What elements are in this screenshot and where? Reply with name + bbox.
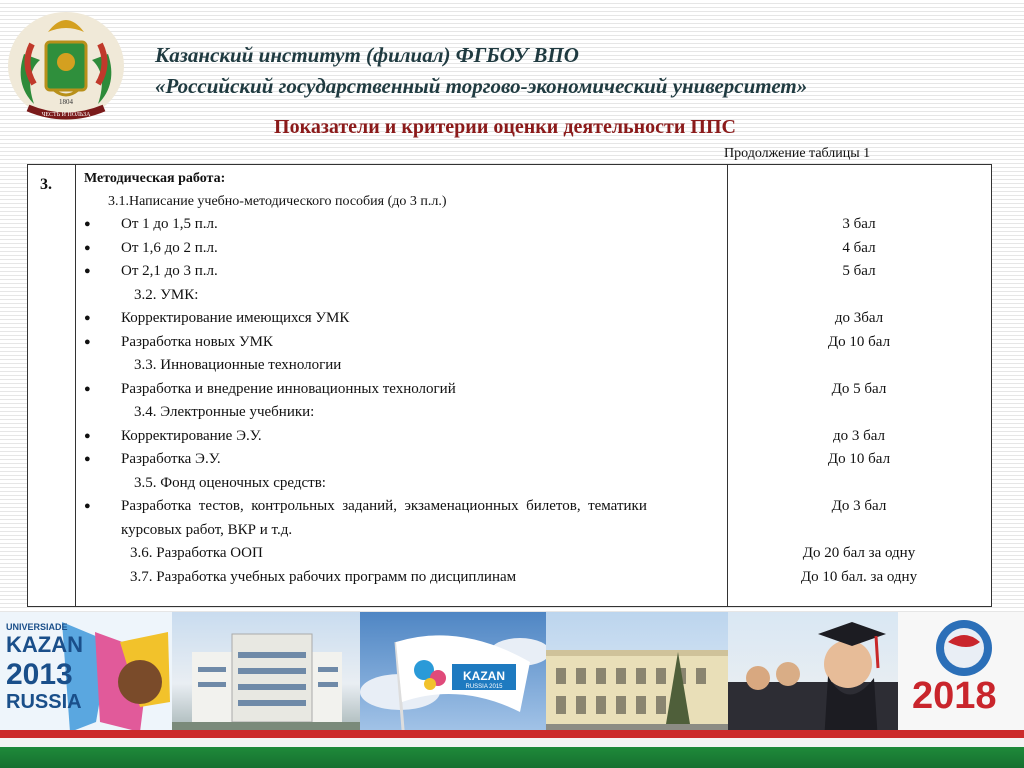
table-row (28, 260, 991, 284)
section-heading: Методическая работа: (84, 171, 226, 186)
row-score: До 10 бал (827, 334, 891, 350)
subsection-heading: 3.4. Электронные учебники: (134, 404, 315, 420)
subsection-heading: 3.3. Инновационные технологии (134, 357, 342, 373)
subsection-heading: 3.6. Разработка ООП (130, 545, 263, 561)
row-text: Корректирование имеющихся УМК (121, 310, 350, 326)
table-row (28, 284, 991, 308)
bullet-icon: ● (84, 383, 91, 395)
historic-building-photo (546, 612, 728, 742)
row-score: 3 бал (842, 216, 876, 232)
kazan-flag-photo (360, 612, 546, 742)
subsection-heading: 3.7. Разработка учебных рабочих программ по дисциплинам (130, 569, 517, 585)
row-score: До 3 бал (831, 498, 887, 514)
table-row (28, 519, 991, 543)
row-score: До 5 бал (831, 381, 887, 397)
table-row (28, 378, 991, 402)
criteria-table (27, 164, 992, 607)
row-text: Разработка Э.У. (121, 451, 221, 467)
table-row (28, 448, 991, 472)
row-text: 3.1.Написание учебно-методического пособия (до 3 п.л.) (108, 194, 447, 209)
bullet-icon: ● (84, 453, 91, 465)
row-text: От 1,6 до 2 п.л. (121, 240, 218, 256)
svg-text:2018: 2018 (912, 675, 997, 717)
row-score: До 10 бал (827, 451, 891, 467)
table-row (28, 542, 991, 566)
row-text: От 1 до 1,5 п.л. (121, 216, 218, 232)
row-score: До 20 бал за одну (802, 545, 916, 561)
svg-text:KAZAN: KAZAN (463, 669, 505, 683)
svg-text:KAZAN: KAZAN (6, 632, 83, 657)
institute-line-1: Казанский институт (филиал) ФГБОУ ВПО (155, 43, 579, 67)
coat-of-arms-emblem (4, 4, 128, 122)
world-cup-2018-logo (898, 612, 1024, 742)
row-text: От 2,1 до 3 п.л. (121, 263, 218, 279)
row-score: 5 бал (842, 263, 876, 279)
row-score: До 10 бал. за одну (800, 569, 918, 585)
row-text: Разработка тестов, контрольных заданий, экзаменационных билетов, тематики (121, 498, 647, 514)
bullet-icon: ● (84, 218, 91, 230)
table-continuation-note: Продолжение таблицы 1 (724, 146, 871, 161)
table-row (28, 167, 991, 191)
footer-green-stripe (0, 747, 1024, 768)
row-score: до 3бал (834, 310, 884, 326)
bullet-icon: ● (84, 430, 91, 442)
subsection-heading: 3.5. Фонд оценочных средств: (134, 475, 326, 491)
bullet-icon: ● (84, 500, 91, 512)
table-row (28, 237, 991, 261)
bullet-icon: ● (84, 312, 91, 324)
svg-text:1804: 1804 (59, 98, 73, 106)
row-text: Разработка новых УМК (121, 334, 273, 350)
institute-line-2: «Российский государственный торгово-экономический университет» (155, 74, 808, 98)
svg-text:ЧЕСТЬ И ПОЛЬЗА: ЧЕСТЬ И ПОЛЬЗА (41, 112, 91, 118)
subsection-heading: 3.2. УМК: (134, 287, 199, 303)
svg-text:RUSSIA: RUSSIA (6, 691, 82, 713)
bullet-icon: ● (84, 265, 91, 277)
institute-building-photo (172, 612, 360, 742)
row-text: Разработка и внедрение инновационных технологий (121, 381, 456, 397)
table-row (28, 425, 991, 449)
table-row (28, 190, 991, 214)
page-title: Показатели и критерии оценки деятельности ППС (274, 116, 736, 138)
bullet-icon: ● (84, 336, 91, 348)
svg-text:2013: 2013 (6, 658, 73, 691)
table-row (28, 213, 991, 237)
row-text-continuation: курсовых работ, ВКР и т.д. (121, 522, 293, 538)
table-row (28, 307, 991, 331)
bullet-icon: ● (84, 242, 91, 254)
row-score: до 3 бал (832, 428, 886, 444)
graduates-photo (728, 612, 898, 742)
svg-text:RUSSIA 2015: RUSSIA 2015 (465, 684, 503, 690)
table-row (28, 472, 991, 496)
institute-name (155, 40, 807, 102)
table-row (28, 401, 991, 425)
table-row (28, 331, 991, 355)
footer-white-stripe (0, 738, 1024, 747)
table-row (28, 495, 991, 519)
footer-red-stripe (0, 730, 1024, 738)
svg-text:UNIVERSIADE: UNIVERSIADE (6, 622, 68, 632)
footer-photo-strip (0, 612, 1024, 742)
table-row (28, 566, 991, 590)
row-score: 4 бал (842, 240, 876, 256)
section-number: 3. (40, 176, 52, 193)
table-row (28, 354, 991, 378)
universiade-logo-image (0, 612, 172, 742)
row-text: Корректирование Э.У. (121, 428, 262, 444)
